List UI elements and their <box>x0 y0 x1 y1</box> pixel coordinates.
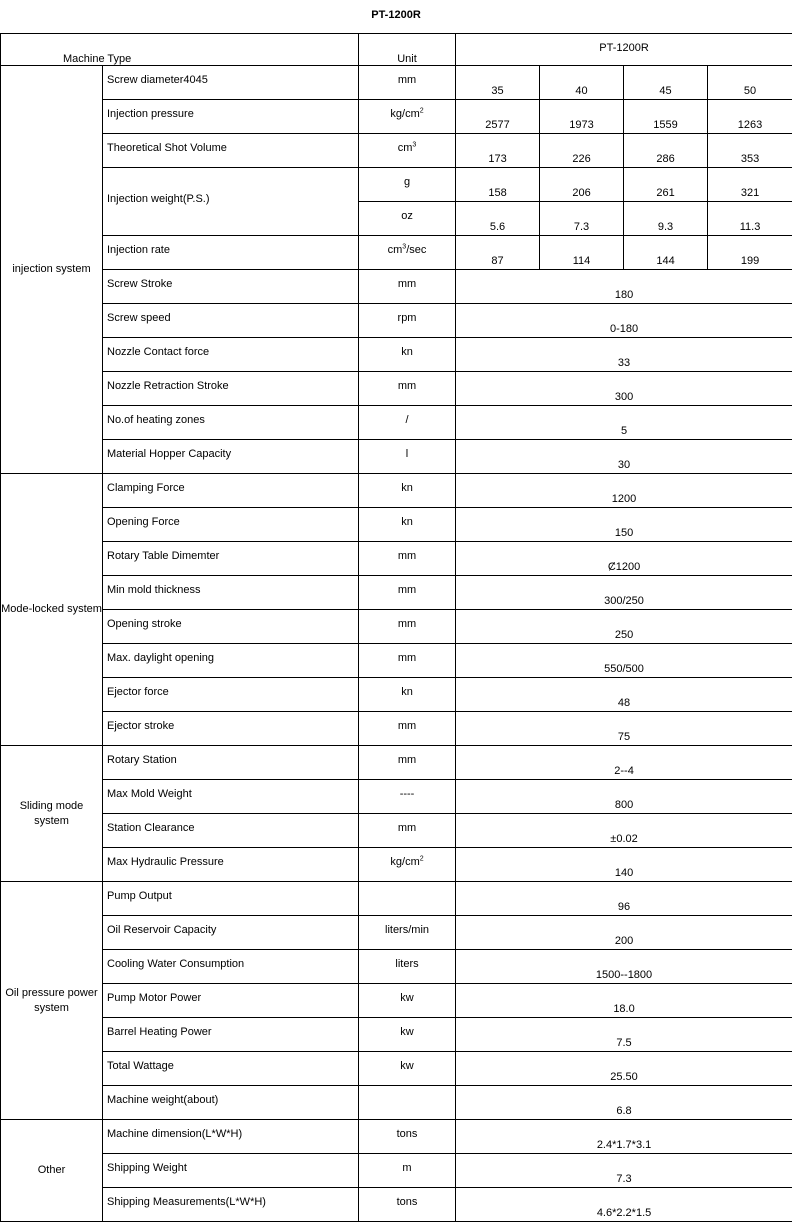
value-cell: 75 <box>456 712 792 746</box>
group-label-other: Other <box>1 1120 103 1222</box>
value-cell: 261 <box>624 168 708 202</box>
value-cell: 173 <box>456 134 540 168</box>
spec-table <box>0 33 792 1222</box>
unit-cell <box>359 66 456 100</box>
unit-text: ---- <box>400 788 415 800</box>
value-cell: 353 <box>708 134 792 168</box>
unit-text: kg/cm <box>390 856 419 868</box>
unit-cell <box>359 1086 456 1120</box>
value-cell: 9.3 <box>624 202 708 236</box>
unit-text: kn <box>401 482 413 494</box>
unit-cell <box>359 1018 456 1052</box>
value-cell: 140 <box>456 848 792 882</box>
table-row <box>1 406 792 440</box>
table-row <box>1 916 792 950</box>
value-cell: 18.0 <box>456 984 792 1018</box>
table-row <box>1 304 792 338</box>
unit-text: mm <box>398 754 416 766</box>
unit-superscript: 2 <box>420 855 424 862</box>
value-cell: 7.5 <box>456 1018 792 1052</box>
value-cell: 7.3 <box>540 202 624 236</box>
unit-text: mm <box>398 720 416 732</box>
value-cell: 2--4 <box>456 746 792 780</box>
unit-superscript: 3 <box>402 243 406 250</box>
unit-text: cm <box>388 244 403 256</box>
param-label: Rotary Table Dimemter <box>103 542 359 576</box>
unit-cell <box>359 882 456 916</box>
param-label: Clamping Force <box>103 474 359 508</box>
unit-text: rpm <box>398 312 417 324</box>
unit-cell <box>359 1052 456 1086</box>
unit-text: kn <box>401 516 413 528</box>
unit-cell <box>359 202 456 236</box>
unit-cell <box>359 542 456 576</box>
value-cell: 50 <box>708 66 792 100</box>
model-header: PT-1200R <box>456 34 792 66</box>
unit-header: Unit <box>359 34 456 66</box>
table-row <box>1 270 792 304</box>
document-title: PT-1200R <box>0 0 792 33</box>
unit-text: mm <box>398 550 416 562</box>
param-label: Barrel Heating Power <box>103 1018 359 1052</box>
unit-text: l <box>406 448 408 460</box>
table-row <box>1 882 792 916</box>
value-cell: 5.6 <box>456 202 540 236</box>
value-cell: 35 <box>456 66 540 100</box>
unit-text: mm <box>398 652 416 664</box>
value-cell: 199 <box>708 236 792 270</box>
value-cell: 96 <box>456 882 792 916</box>
group-label-oil: Oil pressure power system <box>1 882 103 1120</box>
unit-cell <box>359 712 456 746</box>
unit-text: mm <box>398 74 416 86</box>
table-row <box>1 474 792 508</box>
table-row <box>1 984 792 1018</box>
value-cell: 7.3 <box>456 1154 792 1188</box>
param-label: Ejector stroke <box>103 712 359 746</box>
value-cell: 6.8 <box>456 1086 792 1120</box>
unit-cell <box>359 406 456 440</box>
unit-cell <box>359 474 456 508</box>
value-cell: 206 <box>540 168 624 202</box>
unit-text: tons <box>397 1128 418 1140</box>
unit-text: oz <box>401 210 413 222</box>
unit-cell <box>359 848 456 882</box>
table-row <box>1 712 792 746</box>
param-label: Max Mold Weight <box>103 780 359 814</box>
value-cell: ±0.02 <box>456 814 792 848</box>
unit-text: mm <box>398 278 416 290</box>
table-row <box>1 168 792 202</box>
table-row <box>1 848 792 882</box>
value-cell: 150 <box>456 508 792 542</box>
unit-text: mm <box>398 618 416 630</box>
unit-cell <box>359 780 456 814</box>
value-cell: 1263 <box>708 100 792 134</box>
value-cell: 1500--1800 <box>456 950 792 984</box>
table-row <box>1 1120 792 1154</box>
unit-text: liters <box>395 958 418 970</box>
value-cell: 87 <box>456 236 540 270</box>
table-row <box>1 1018 792 1052</box>
param-label: Pump Motor Power <box>103 984 359 1018</box>
param-label: Shipping Weight <box>103 1154 359 1188</box>
unit-text: g <box>404 176 410 188</box>
table-row <box>1 1154 792 1188</box>
value-cell: 321 <box>708 168 792 202</box>
table-row <box>1 338 792 372</box>
value-cell: 2.4*1.7*3.1 <box>456 1120 792 1154</box>
unit-text: mm <box>398 822 416 834</box>
table-row <box>1 1086 792 1120</box>
unit-cell <box>359 338 456 372</box>
table-row <box>1 1052 792 1086</box>
table-row <box>1 372 792 406</box>
value-cell: 5 <box>456 406 792 440</box>
table-row <box>1 678 792 712</box>
unit-text: m <box>402 1162 411 1174</box>
param-label: Station Clearance <box>103 814 359 848</box>
value-cell: 1973 <box>540 100 624 134</box>
param-label: Max Hydraulic Pressure <box>103 848 359 882</box>
param-label: Material Hopper Capacity <box>103 440 359 474</box>
param-label: Opening Force <box>103 508 359 542</box>
table-row <box>1 542 792 576</box>
param-label: Pump Output <box>103 882 359 916</box>
param-label: Injection rate <box>103 236 359 270</box>
group-label-mold-locked: Mode-locked system <box>1 474 103 746</box>
table-row <box>1 814 792 848</box>
value-cell: 286 <box>624 134 708 168</box>
unit-cell <box>359 678 456 712</box>
value-cell: 158 <box>456 168 540 202</box>
value-cell: 40 <box>540 66 624 100</box>
param-label: Max. daylight opening <box>103 644 359 678</box>
value-cell: 45 <box>624 66 708 100</box>
machine-type-header: Machine Type <box>1 34 359 66</box>
unit-cell <box>359 746 456 780</box>
value-cell: 2577 <box>456 100 540 134</box>
param-label: Shipping Measurements(L*W*H) <box>103 1188 359 1222</box>
unit-text: kw <box>400 1060 413 1072</box>
table-row <box>1 1188 792 1222</box>
param-label: Min mold thickness <box>103 576 359 610</box>
table-row <box>1 134 792 168</box>
unit-cell <box>359 236 456 270</box>
header-row <box>1 34 792 66</box>
param-label: Rotary Station <box>103 746 359 780</box>
value-cell: 4.6*2.2*1.5 <box>456 1188 792 1222</box>
unit-cell <box>359 372 456 406</box>
param-label: Machine weight(about) <box>103 1086 359 1120</box>
value-cell: 200 <box>456 916 792 950</box>
param-label: Opening stroke <box>103 610 359 644</box>
value-cell: 300/250 <box>456 576 792 610</box>
value-cell: 114 <box>540 236 624 270</box>
unit-text: tons <box>397 1196 418 1208</box>
param-label: Nozzle Contact force <box>103 338 359 372</box>
param-label: Screw Stroke <box>103 270 359 304</box>
unit-cell <box>359 100 456 134</box>
value-cell: 550/500 <box>456 644 792 678</box>
unit-text: kw <box>400 992 413 1004</box>
param-label: Screw speed <box>103 304 359 338</box>
unit-text: kw <box>400 1026 413 1038</box>
param-label: Ejector force <box>103 678 359 712</box>
param-label: Injection weight(P.S.) <box>103 168 359 236</box>
unit-cell <box>359 984 456 1018</box>
table-row <box>1 950 792 984</box>
unit-text: kg/cm <box>390 108 419 120</box>
value-cell: 30 <box>456 440 792 474</box>
param-label: Total Wattage <box>103 1052 359 1086</box>
unit-text: kn <box>401 346 413 358</box>
value-cell: 1200 <box>456 474 792 508</box>
table-row <box>1 610 792 644</box>
unit-text: mm <box>398 380 416 392</box>
unit-text: cm <box>398 142 413 154</box>
unit-cell <box>359 814 456 848</box>
param-label: Screw diameter4045 <box>103 66 359 100</box>
value-cell: 250 <box>456 610 792 644</box>
unit-cell <box>359 304 456 338</box>
value-cell: 1559 <box>624 100 708 134</box>
value-cell: 0-180 <box>456 304 792 338</box>
unit-cell <box>359 610 456 644</box>
unit-cell <box>359 440 456 474</box>
value-cell: 48 <box>456 678 792 712</box>
unit-cell <box>359 270 456 304</box>
value-cell: 300 <box>456 372 792 406</box>
param-label: Oil Reservoir Capacity <box>103 916 359 950</box>
table-row <box>1 644 792 678</box>
param-label: Injection pressure <box>103 100 359 134</box>
table-row <box>1 100 792 134</box>
unit-cell <box>359 1154 456 1188</box>
unit-cell <box>359 1120 456 1154</box>
table-row <box>1 440 792 474</box>
group-label-injection: injection system <box>1 66 103 474</box>
param-label: No.of heating zones <box>103 406 359 440</box>
unit-cell <box>359 508 456 542</box>
unit-cell <box>359 916 456 950</box>
table-row <box>1 66 792 100</box>
unit-text: / <box>405 414 408 426</box>
table-row <box>1 576 792 610</box>
unit-cell <box>359 1188 456 1222</box>
group-label-sliding: Sliding mode system <box>1 746 103 882</box>
param-label: Machine dimension(L*W*H) <box>103 1120 359 1154</box>
unit-text: kn <box>401 686 413 698</box>
unit-cell <box>359 576 456 610</box>
table-row <box>1 236 792 270</box>
table-row <box>1 508 792 542</box>
unit-cell <box>359 644 456 678</box>
param-label: Nozzle Retraction Stroke <box>103 372 359 406</box>
unit-superscript: 2 <box>420 107 424 114</box>
unit-cell <box>359 168 456 202</box>
table-row <box>1 780 792 814</box>
value-cell: 180 <box>456 270 792 304</box>
value-cell: Ȼ1200 <box>456 542 792 576</box>
value-cell: 25.50 <box>456 1052 792 1086</box>
unit-cell <box>359 134 456 168</box>
param-label: Cooling Water Consumption <box>103 950 359 984</box>
value-cell: 11.3 <box>708 202 792 236</box>
unit-superscript: 3 <box>412 141 416 148</box>
value-cell: 33 <box>456 338 792 372</box>
unit-cell <box>359 950 456 984</box>
unit-text: liters/min <box>385 924 429 936</box>
unit-text: mm <box>398 584 416 596</box>
value-cell: 144 <box>624 236 708 270</box>
value-cell: 226 <box>540 134 624 168</box>
param-label: Theoretical Shot Volume <box>103 134 359 168</box>
unit-suffix: /sec <box>406 244 426 256</box>
value-cell: 800 <box>456 780 792 814</box>
table-row <box>1 746 792 780</box>
